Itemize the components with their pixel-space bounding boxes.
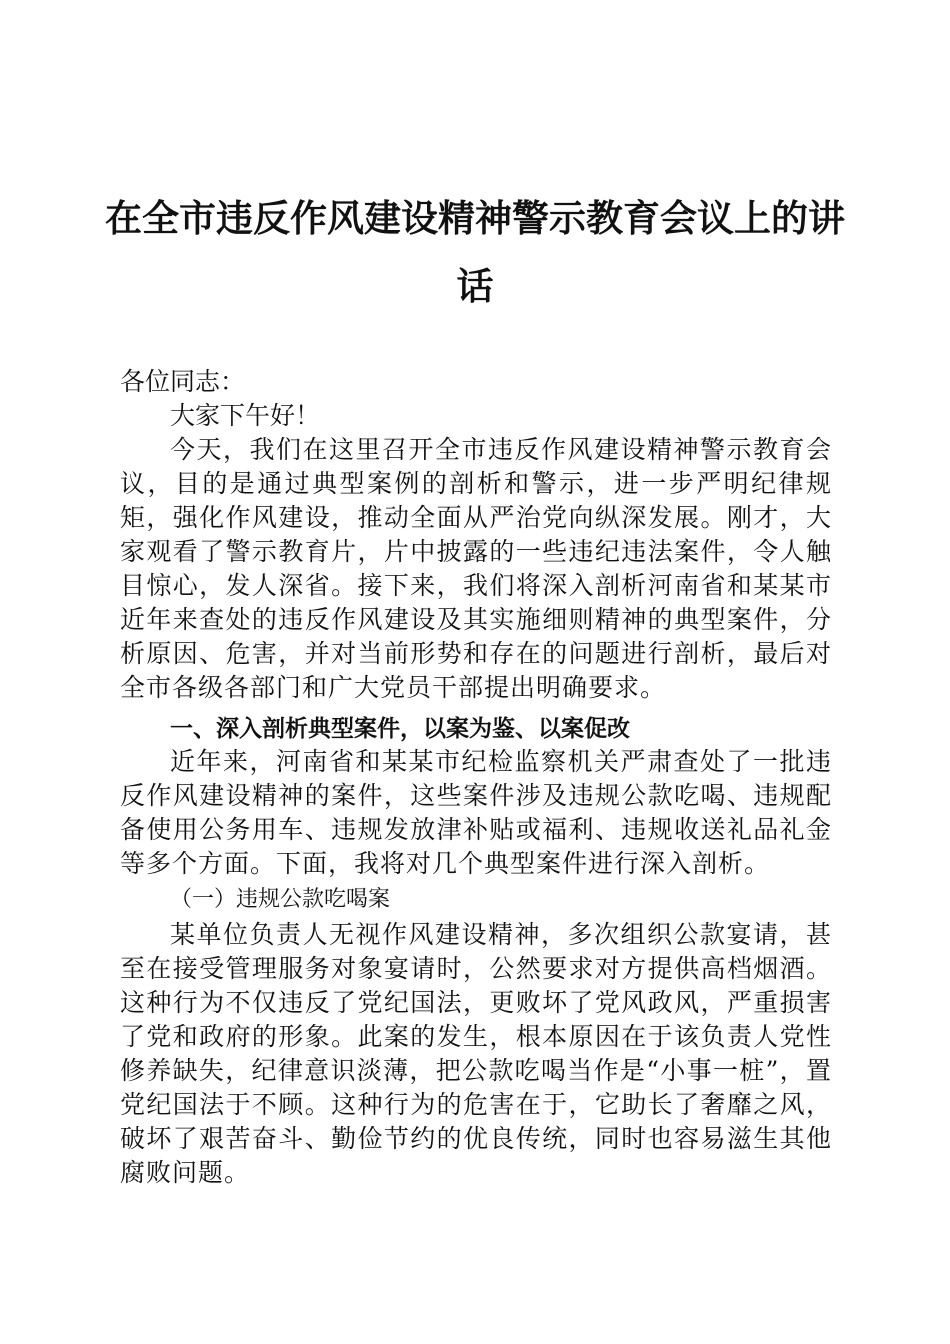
greeting: 大家下午好！	[170, 401, 321, 430]
salutation: 各位同志：	[120, 367, 246, 396]
subsection-heading: （一）违规公款吃喝案	[170, 887, 391, 912]
section-1-body	[120, 745, 832, 881]
document-title-line-1: 在全市违反作风建设精神警示教育会议上的讲	[105, 196, 845, 240]
section-1-paragraph: 近年来，河南省和某某市纪检监察机关严肃查处了一批违反作风建设精神的案件，这些案件涉及违规公款吃喝、违规配备使用公务用车、违规发放津补贴或福利、违规收送礼品礼金等多个方面。下面，我将对几个典型案件进行深入剖析。	[120, 747, 832, 878]
subsection-1-body	[120, 918, 832, 1190]
intro-section	[120, 433, 832, 705]
subsection-1-paragraph: 某单位负责人无视作风建设精神，多次组织公款宴请，甚至在接受管理服务对象宴请时，公然要求对方提供高档烟酒。这种行为不仅违反了党纪国法，更败坏了党风政风，严重损害了党和政府的形象。此案的发生，根本原因在于该负责人党性修养缺失，纪律意识淡薄，把公款吃喝当作是“小事一桩”，置党纪国法于不顾。这种行为的危害在于，它助长了奢靡之风，破坏了艰苦奋斗、勤俭节约的优良传统，同时也容易滋生其他腐败问题。	[120, 920, 832, 1187]
section-heading: 一、深入剖析典型案件，以案为鉴、以案促改	[170, 716, 630, 742]
intro-paragraph: 今天，我们在这里召开全市违反作风建设精神警示教育会议，目的是通过典型案例的剖析和警示，进一步严明纪律规矩，强化作风建设，推动全面从严治党向纵深发展。刚才，大家观看了警示教育片，片中披露的一些违纪违法案件，令人触目惊心，发人深省。接下来，我们将深入剖析河南省和某某市近年来查处的违反作风建设及其实施细则精神的典型案件，分析原因、危害，并对当前形势和存在的问题进行剖析，最后对全市各级各部门和广大党员干部提出明确要求。	[120, 435, 832, 702]
document-title-line-2: 话	[456, 264, 494, 308]
